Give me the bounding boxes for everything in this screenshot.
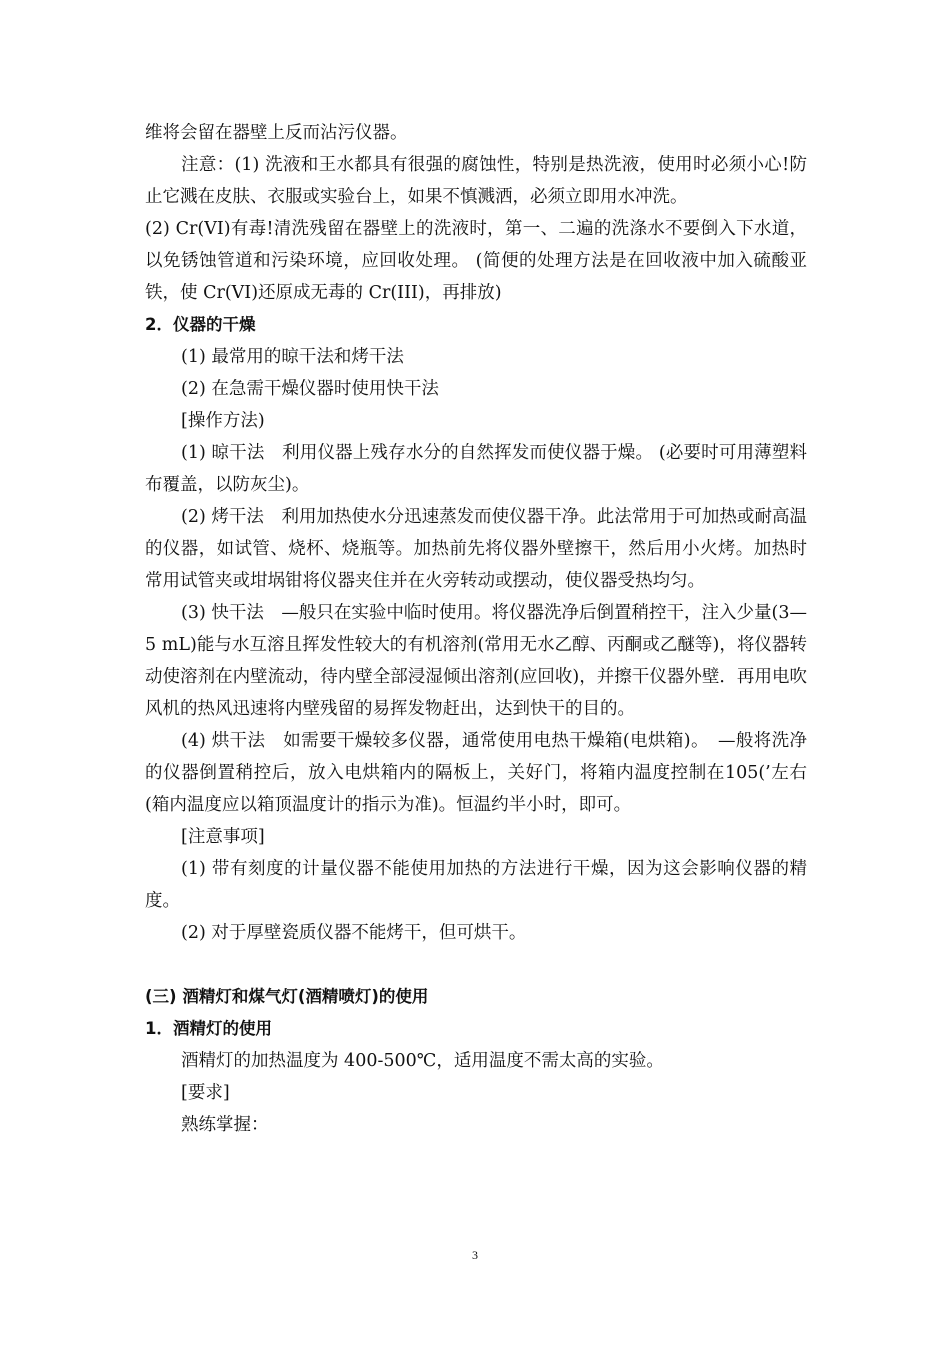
- drying-item-2: (2) 在急需干燥仪器时使用快干法: [181, 379, 439, 399]
- spacer: [145, 949, 807, 981]
- note-1: 注意：(1) 洗液和王水都具有很强的腐蚀性，特别是热洗液，使用时必须小心!防止它溅在皮肤、衣服或实验台上，如果不慎溅洒，必须立即用水冲洗。: [145, 155, 807, 207]
- section-heading-lamps: (三) 酒精灯和煤气灯(酒精喷灯)的使用: [145, 987, 429, 1006]
- method-fast-dry: (3) 快干法 —般只在实验中临时使用。将仪器洗净后倒置稍控干，注入少量(3—5 mL)能与水互溶且挥发性较大的有机溶剂(常用无水乙醇、丙酮或乙醚等)，将仪器转动使溶剂在内壁流动，待内壁全部浸湿倾出溶剂(应回收)，并擦干仪器外壁．再用电吹风机的热风迅速将内壁残留的易挥发物赶出，达到快干的目的。: [145, 603, 807, 719]
- caution-2: (2) 对于厚壁瓷质仪器不能烤干，但可烘干。: [181, 923, 527, 943]
- requirement-heading: [要求]: [181, 1083, 230, 1103]
- lamp-temperature-text: 酒精灯的加热温度为 400-500℃，适用温度不需太高的实验。: [181, 1051, 664, 1071]
- method-bake-dry: (2) 烤干法 利用加热使水分迅速蒸发而使仪器干净。此法常用于可加热或耐高温的仪器，如试管、烧杯、烧瓶等。加热前先将仪器外壁擦干，然后用小火烤。加热时常用试管夹或坩埚钳将仪器夹住并在火旁转动或摆动，使仪器受热均匀。: [145, 507, 807, 591]
- caution-heading: [注意事项]: [181, 827, 265, 847]
- note-2: (2) Cr(VI)有毒!清洗残留在器壁上的洗液时，第一、二遍的洗涤水不要倒入下水道，以免锈蚀管道和污染环境，应回收处理。 (简便的处理方法是在回收液中加入硫酸亚铁，使 Cr(VI)还原成无毒的 Cr(III)，再排放): [145, 219, 807, 303]
- master-text: 熟练掌握：: [181, 1115, 269, 1135]
- method-oven-dry: (4) 烘干法 如需要干燥较多仪器，通常使用电热干燥箱(电烘箱)。 —般将洗净的仪器倒置稍控后，放入电烘箱内的隔板上，关好门，将箱内温度控制在105(’左右(箱内温度应以箱顶温度计的指示为准)。恒温约半小时，即可。: [145, 731, 807, 815]
- method-air-dry: (1) 晾干法 利用仪器上残存水分的自然挥发而使仪器于燥。 (必要时可用薄塑料布覆盖，以防灰尘)。: [145, 443, 807, 495]
- caution-1: (1) 带有刻度的计量仪器不能使用加热的方法进行干燥，因为这会影响仪器的精度。: [145, 859, 807, 911]
- subsection-heading-alcohol-lamp: 1．酒精灯的使用: [145, 1019, 272, 1038]
- drying-item-1: (1) 最常用的晾干法和烤干法: [181, 347, 404, 367]
- page-number: 3: [472, 1248, 478, 1262]
- page-body: [145, 117, 807, 1141]
- section-heading-drying: 2．仪器的干燥: [145, 315, 256, 334]
- paragraph-continuation: 维将会留在器壁上反而沾污仪器。: [145, 123, 408, 143]
- method-heading: [操作方法): [181, 411, 265, 431]
